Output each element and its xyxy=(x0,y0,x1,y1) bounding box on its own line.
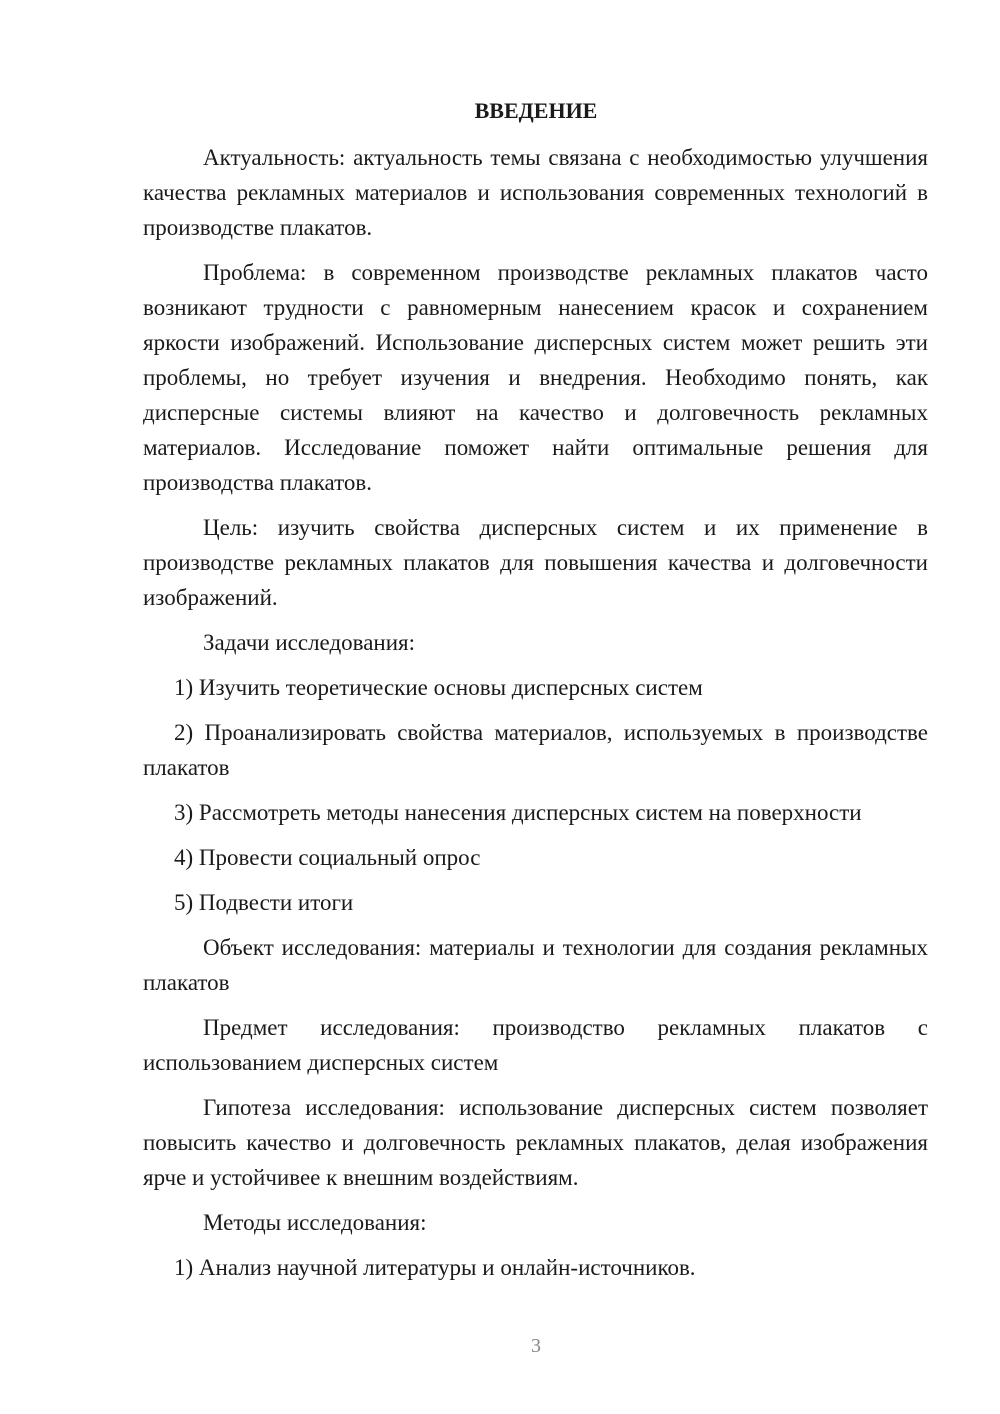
object-paragraph: Объект исследования: материалы и технологии для создания рекламных плакатов xyxy=(143,935,928,995)
document-body xyxy=(143,140,928,1295)
page-title: ВВЕДЕНИЕ xyxy=(474,98,598,123)
task-item: 1) Изучить теоретические основы дисперсных систем xyxy=(174,675,703,700)
page-number: 3 xyxy=(531,1335,541,1357)
hypothesis-paragraph: Гипотеза исследования: использование дисперсных систем позволяет повысить качество и долговечность рекламных плакатов, делая изображения ярче и устойчивее к внешним воздействиям. xyxy=(143,1095,928,1190)
task-item: 3) Рассмотреть методы нанесения дисперсных систем на поверхности xyxy=(174,800,862,825)
task-item: 4) Провести социальный опрос xyxy=(174,845,481,870)
relevance-paragraph: Актуальность: актуальность темы связана с необходимостью улучшения качества рекламных материалов и использования современных технологий в производстве плакатов. xyxy=(143,145,928,240)
method-item: 1) Анализ научной литературы и онлайн-источников. xyxy=(174,1255,696,1280)
subject-paragraph: Предмет исследования: производство рекламных плакатов с использованием дисперсных систем xyxy=(143,1015,928,1075)
goal-paragraph: Цель: изучить свойства дисперсных систем и их применение в производстве рекламных плакатов для повышения качества и долговечности изображений. xyxy=(143,515,928,610)
methods-heading: Методы исследования: xyxy=(203,1210,427,1235)
task-item: 2) Проанализировать свойства материалов, используемых в производстве плакатов xyxy=(143,720,928,780)
tasks-heading: Задачи исследования: xyxy=(203,630,416,655)
task-item: 5) Подвести итоги xyxy=(174,890,354,915)
problem-paragraph: Проблема: в современном производстве рекламных плакатов часто возникают трудности с равномерным нанесением красок и сохранением яркости изображений. Использование дисперсных систем может решить эти проблемы, но требует изучения и внедрения. Необходимо понять, как дисперсные системы влияют на качество и долговечность рекламных материалов. Исследование поможет найти оптимальные решения для производства плакатов. xyxy=(143,260,928,495)
